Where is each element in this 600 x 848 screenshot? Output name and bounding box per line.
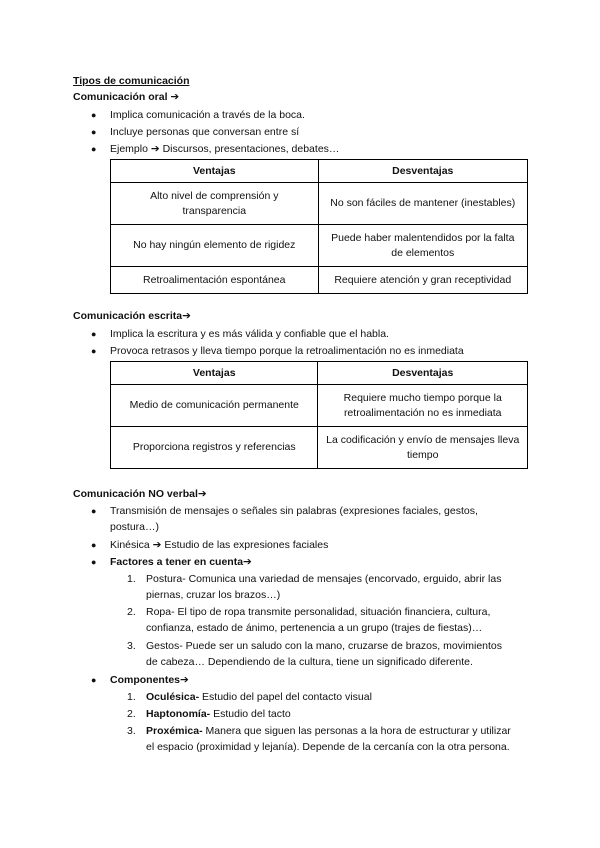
factor-item-cont: confianza, estado de ánimo, pertenencia a un grupo (trajes de fiestas)… <box>146 622 483 634</box>
page-title: Tipos de comunicación <box>73 75 190 87</box>
factor-item: Ropa- El tipo de ropa transmite personalidad, situación financiera, cultura, <box>146 606 491 618</box>
componente-term: Oculésica- <box>146 691 200 703</box>
table-header-cell: Desventajas <box>318 362 528 385</box>
table-header-row <box>111 362 528 385</box>
table-cell: No hay ningún elemento de rigidez <box>111 225 319 267</box>
noverbal-bullet-cont: postura…) <box>110 521 160 533</box>
factor-item-cont: de cabeza… Dependiendo de la cultura, tiene un significado diferente. <box>146 656 473 668</box>
componente-item <box>146 724 511 738</box>
bullet-icon: ● <box>91 540 97 550</box>
componente-item-cont: el espacio (proximidad y lejanía). Depende de la cercanía con la otra persona. <box>146 741 510 753</box>
bullet-icon: ● <box>91 329 97 339</box>
factor-item: Postura- Comunica una variedad de mensajes (encorvado, erguido, abrir las <box>146 573 502 585</box>
list-number: 3. <box>127 725 136 737</box>
table-header-cell: Desventajas <box>318 160 527 183</box>
list-number: 3. <box>127 640 136 652</box>
componente-item <box>146 690 372 704</box>
escrita-heading: Comunicación escrita➔ <box>73 310 191 322</box>
list-number: 1. <box>127 573 136 585</box>
table-cell: Requiere mucho tiempo porque la retroalimentación no es inmediata <box>318 385 528 427</box>
escrita-table <box>110 361 528 469</box>
escrita-bullet: Provoca retrasos y lleva tiempo porque la retroalimentación no es inmediata <box>110 345 464 357</box>
componente-item <box>146 707 291 721</box>
oral-bullet: Ejemplo ➔ Discursos, presentaciones, debates… <box>110 143 340 155</box>
componente-term: Proxémica- <box>146 725 203 737</box>
bullet-icon: ● <box>91 346 97 356</box>
componente-text: Estudio del papel del contacto visual <box>199 691 372 703</box>
table-cell: Medio de comunicación permanente <box>111 385 318 427</box>
bullet-icon: ● <box>91 506 97 516</box>
componente-text: Estudio del tacto <box>210 708 291 720</box>
bullet-icon: ● <box>91 675 97 685</box>
bullet-icon: ● <box>91 110 97 120</box>
oral-table <box>110 159 528 294</box>
table-row <box>111 385 528 427</box>
table-row <box>111 183 528 225</box>
bullet-icon: ● <box>91 127 97 137</box>
table-cell: Alto nivel de comprensión y transparencia <box>111 183 319 225</box>
noverbal-bullet: Componentes➔ <box>110 674 189 686</box>
list-number: 2. <box>127 606 136 618</box>
table-cell: Requiere atención y gran receptividad <box>318 267 527 294</box>
factor-item: Gestos- Puede ser un saludo con la mano, cruzarse de brazos, movimientos <box>146 640 503 652</box>
table-header-row <box>111 160 528 183</box>
table-cell: La codificación y envío de mensajes lleva tiempo <box>318 427 528 469</box>
table-cell: Retroalimentación espontánea <box>111 267 319 294</box>
oral-bullet: Implica comunicación a través de la boca. <box>110 109 305 121</box>
table-row <box>111 225 528 267</box>
table-header-cell: Ventajas <box>111 362 318 385</box>
bullet-icon: ● <box>91 144 97 154</box>
table-cell: Puede haber malentendidos por la falta de elementos <box>318 225 527 267</box>
table-row <box>111 267 528 294</box>
table-header-cell: Ventajas <box>111 160 319 183</box>
escrita-bullet: Implica la escritura y es más válida y confiable que el habla. <box>110 328 389 340</box>
noverbal-heading: Comunicación NO verbal➔ <box>73 488 207 500</box>
noverbal-bullet: Transmisión de mensajes o señales sin palabras (expresiones faciales, gestos, <box>110 505 478 517</box>
componente-text: Manera que siguen las personas a la hora de estructurar y utilizar <box>202 725 511 737</box>
componente-term: Haptonomía- <box>146 708 211 720</box>
noverbal-bullet: Factores a tener en cuenta➔ <box>110 556 252 568</box>
list-number: 1. <box>127 691 136 703</box>
table-cell: No son fáciles de mantener (inestables) <box>318 183 527 225</box>
list-number: 2. <box>127 708 136 720</box>
bullet-icon: ● <box>91 557 97 567</box>
oral-bullet: Incluye personas que conversan entre sí <box>110 126 300 138</box>
factor-item-cont: piernas, cruzar los brazos…) <box>146 589 281 601</box>
noverbal-bullet: Kinésica ➔ Estudio de las expresiones faciales <box>110 539 329 551</box>
oral-heading: Comunicación oral ➔ <box>73 91 180 103</box>
table-row <box>111 427 528 469</box>
table-cell: Proporciona registros y referencias <box>111 427 318 469</box>
